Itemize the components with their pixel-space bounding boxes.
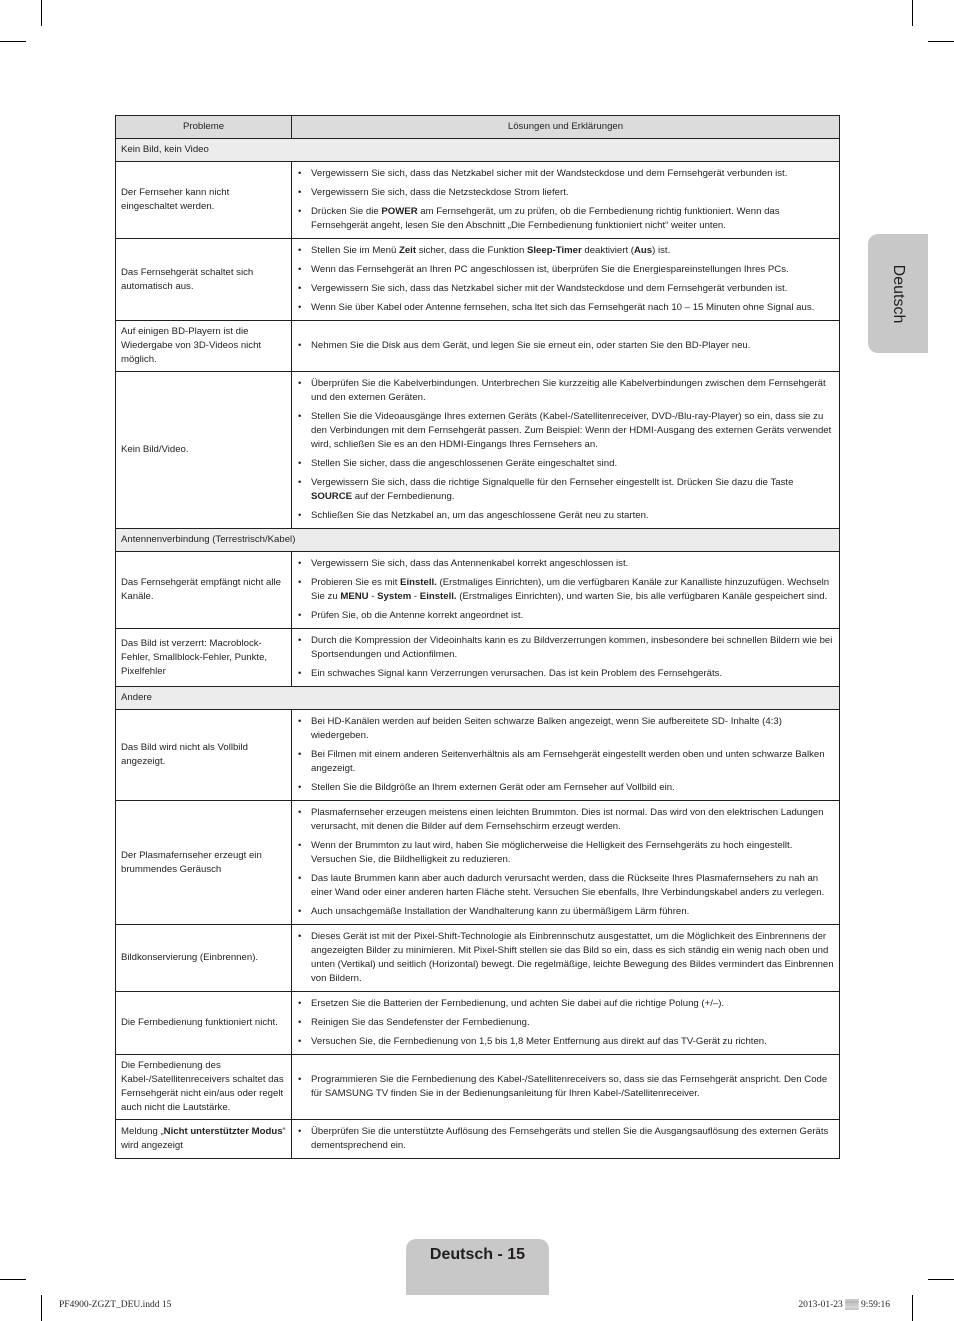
solutions-list — [297, 1125, 835, 1153]
solution-item: • Reinigen Sie das Sendefenster der Fernbedienung. — [297, 1016, 835, 1030]
table-row — [116, 162, 840, 239]
solution-item: • Schließen Sie das Netzkabel an, um das angeschlossene Gerät neu zu starten. — [297, 509, 835, 523]
solutions-cell — [292, 801, 840, 925]
solutions-cell — [292, 372, 840, 529]
problem-cell: Der Plasmafernseher erzeugt ein brummendes Geräusch — [116, 801, 292, 925]
solution-item: • Durch die Kompression der Videoinhalts kann es zu Bildverzerrungen kommen, insbesondere bei schnellen Bildern wie bei Sportsendungen und Actionfilmen. — [297, 634, 835, 662]
table-row — [116, 710, 840, 801]
language-side-tab — [868, 234, 928, 353]
table-row — [116, 1120, 840, 1159]
solutions-list — [297, 634, 835, 681]
problem-cell: Meldung „Nicht unterstützter Modus“ wird angezeigt — [116, 1120, 292, 1159]
solutions-cell — [292, 1055, 840, 1120]
problem-cell: Der Fernseher kann nicht eingeschaltet werden. — [116, 162, 292, 239]
solution-item: • Vergewissern Sie sich, dass das Netzkabel sicher mit der Wandsteckdose und dem Fernsehgerät verbunden ist. — [297, 282, 835, 296]
table-row — [116, 629, 840, 687]
crop-mark — [41, 0, 42, 26]
column-header-solutions: Lösungen und Erklärungen — [292, 116, 840, 139]
table-row — [116, 239, 840, 321]
solution-item: • Plasmafernseher erzeugen meistens einen leichten Brummton. Dies ist normal. Das wird von den elektrischen Ladungen verursacht, mit denen die Bilder auf dem Fernsehschirm erzeugt werden. — [297, 806, 835, 834]
solution-item: • Stellen Sie die Videoausgänge Ihres externen Geräts (Kabel-/Satellitenreceiver, DVD-/Blu-ray-Player) so ein, dass sie zu den Verbindungen mit dem Fernsehgerät passen. Zum Beispiel: Wenn der HDMI-Ausgang des externen Geräts verwendet wird, schließen Sie es an den HDMI-Eingangs Ihres Fernsehers an. — [297, 410, 835, 452]
footer-timestamp: 2013-01-23 ▒▒ 9:59:16 — [798, 1300, 890, 1310]
table-row — [116, 552, 840, 629]
solutions-cell — [292, 552, 840, 629]
solutions-list — [297, 930, 835, 986]
column-header-problems: Probleme — [116, 116, 292, 139]
page-number-tab — [406, 1239, 549, 1295]
table-row — [116, 992, 840, 1055]
footer-filename: PF4900-ZGZT_DEU.indd 15 — [59, 1300, 172, 1310]
problem-cell: Das Bild ist verzerrt: Macroblock-Fehler, Smallblock-Fehler, Punkte, Pixelfehler — [116, 629, 292, 687]
solution-item: • Stellen Sie die Bildgröße an Ihrem externen Gerät oder am Fernseher auf Vollbild ein. — [297, 781, 835, 795]
solution-item: • Stellen Sie sicher, dass die angeschlossenen Geräte eingeschaltet sind. — [297, 457, 835, 471]
problem-cell: Das Fernsehgerät empfängt nicht alle Kanäle. — [116, 552, 292, 629]
solutions-cell — [292, 321, 840, 372]
solution-item: • Vergewissern Sie sich, dass die Netzsteckdose Strom liefert. — [297, 186, 835, 200]
solution-item: • Bei HD-Kanälen werden auf beiden Seiten schwarze Balken angezeigt, wenn Sie aufbereitete SD- Inhalte (4:3) wiedergeben. — [297, 715, 835, 743]
solutions-cell — [292, 925, 840, 992]
solution-item: • Vergewissern Sie sich, dass das Antennenkabel korrekt angeschlossen ist. — [297, 557, 835, 571]
solutions-list — [297, 339, 835, 353]
problem-cell: Die Fernbedienung des Kabel-/Satellitenreceivers schaltet das Fernsehgerät nicht ein/aus oder regelt auch nicht die Lautstärke. — [116, 1055, 292, 1120]
table-row — [116, 801, 840, 925]
solution-item: • Drücken Sie die POWER am Fernsehgerät, um zu prüfen, ob die Fernbedienung richtig funktioniert. Wenn das Fernsehgerät angeht, lesen Sie den Abschnitt „Die Fernbedienung funktioniert nicht“ weiter unten. — [297, 205, 835, 233]
table-header-row — [116, 116, 840, 139]
table-row — [116, 321, 840, 372]
problem-cell: Das Bild wird nicht als Vollbild angezeigt. — [116, 710, 292, 801]
crop-mark — [0, 41, 26, 42]
problem-cell: Das Fernsehgerät schaltet sich automatisch aus. — [116, 239, 292, 321]
table-row — [116, 1055, 840, 1120]
table-row — [116, 925, 840, 992]
solution-item: • Vergewissern Sie sich, dass das Netzkabel sicher mit der Wandsteckdose und dem Fernsehgerät verbunden ist. — [297, 167, 835, 181]
solution-item: • Ein schwaches Signal kann Verzerrungen verursachen. Das ist kein Problem des Fernsehgeräts. — [297, 667, 835, 681]
solutions-cell — [292, 1120, 840, 1159]
problem-cell: Kein Bild/Video. — [116, 372, 292, 529]
solution-item: • Auch unsachgemäße Installation der Wandhalterung kann zu übermäßigem Lärm führen. — [297, 905, 835, 919]
section-row — [116, 687, 840, 710]
solution-item: • Bei Filmen mit einem anderen Seitenverhältnis als am Fernsehgerät eingestellt werden oben und unten schwarze Balken angezeigt. — [297, 748, 835, 776]
solution-item: • Vergewissern Sie sich, dass die richtige Signalquelle für den Fernseher eingestellt ist. Drücken Sie dazu die Taste SOURCE auf der Fernbedienung. — [297, 476, 835, 504]
solutions-cell — [292, 162, 840, 239]
solution-item: • Überprüfen Sie die unterstützte Auflösung des Fernsehgeräts und stellen Sie die Ausgangsauflösung des externen Geräts dementsprechend ein. — [297, 1125, 835, 1153]
crop-mark — [0, 1279, 26, 1280]
solutions-list — [297, 557, 835, 623]
problem-cell: Die Fernbedienung funktioniert nicht. — [116, 992, 292, 1055]
section-row — [116, 529, 840, 552]
solution-item: • Stellen Sie im Menü Zeit sicher, dass die Funktion Sleep-Timer deaktiviert (Aus) ist. — [297, 244, 835, 258]
crop-mark — [912, 0, 913, 26]
solutions-cell — [292, 629, 840, 687]
crop-mark — [912, 1295, 913, 1321]
solution-item: • Ersetzen Sie die Batterien der Fernbedienung, und achten Sie dabei auf die richtige Polung (+/–). — [297, 997, 835, 1011]
solution-item: • Probieren Sie es mit Einstell. (Erstmaliges Einrichten), um die verfügbaren Kanäle zur Kanalliste hinzuzufügen. Wechseln Sie zu MENU - System - Einstell. (Erstmaliges Einrichten), und warten Sie, bis alle verfügbaren Kanäle gespeichert sind. — [297, 576, 835, 604]
language-side-tab-label: Deutsch — [890, 264, 907, 324]
crop-mark — [928, 41, 954, 42]
solutions-list — [297, 244, 835, 315]
solutions-list — [297, 167, 835, 233]
solution-item: • Wenn das Fernsehgerät an Ihren PC angeschlossen ist, überprüfen Sie die Energiespareinstellungen Ihres PCs. — [297, 263, 835, 277]
solution-item: • Programmieren Sie die Fernbedienung des Kabel-/Satellitenreceivers so, dass sie das Fernsehgerät anspricht. Den Code für SAMSUNG TV finden Sie in der Bedienungsanleitung für Ihren Kabel-/Satellitenreceiver. — [297, 1073, 835, 1101]
solution-item: • Prüfen Sie, ob die Antenne korrekt angeordnet ist. — [297, 609, 835, 623]
solutions-cell — [292, 239, 840, 321]
solution-item: • Wenn Sie über Kabel oder Antenne fernsehen, scha ltet sich das Fernsehgerät nach 10 – 15 Minuten ohne Signal aus. — [297, 301, 835, 315]
solutions-list — [297, 806, 835, 919]
section-title: Kein Bild, kein Video — [116, 139, 840, 162]
solutions-cell — [292, 992, 840, 1055]
solution-item: • Versuchen Sie, die Fernbedienung von 1,5 bis 1,8 Meter Entfernung aus direkt auf das TV-Gerät zu richten. — [297, 1035, 835, 1049]
solution-item: • Das laute Brummen kann aber auch dadurch verursacht werden, dass die Rückseite Ihres Plasmafernsehers zu nah an einer Wand oder einer anderen harten Fläche steht. Versuchen Sie ebenfalls, Ihre Verbindungskabel anders zu verlegen. — [297, 872, 835, 900]
crop-mark — [928, 1279, 954, 1280]
section-title: Andere — [116, 687, 840, 710]
solution-item: • Nehmen Sie die Disk aus dem Gerät, und legen Sie sie erneut ein, oder starten Sie den BD-Player neu. — [297, 339, 835, 353]
solutions-list — [297, 377, 835, 523]
solution-item: • Überprüfen Sie die Kabelverbindungen. Unterbrechen Sie kurzzeitig alle Kabelverbindungen zwischen dem Fernsehgerät und den externen Geräten. — [297, 377, 835, 405]
solutions-list — [297, 715, 835, 795]
section-row — [116, 139, 840, 162]
solutions-cell — [292, 710, 840, 801]
troubleshooting-table — [115, 115, 840, 1159]
solutions-list — [297, 997, 835, 1049]
solutions-list — [297, 1073, 835, 1101]
page-number: Deutsch - 15 — [429, 1246, 526, 1263]
crop-mark — [41, 1295, 42, 1321]
problem-cell: Bildkonservierung (Einbrennen). — [116, 925, 292, 992]
solution-item: • Dieses Gerät ist mit der Pixel-Shift-Technologie als Einbrennschutz ausgestattet, um die Möglichkeit des Einbrennens der angezeigten Bilder zu minimieren. Mit Pixel-Shift stellen sie das Bild so ein, dass es sich ständig ein wenig nach oben und unten (Vertikal) und seitlich (Horizontal) bewegt. Die regelmäßige, leichte Bewegung des Bildes vermindert das Einbrennen von Bildern. — [297, 930, 835, 986]
problem-cell: Auf einigen BD-Playern ist die Wiedergabe von 3D-Videos nicht möglich. — [116, 321, 292, 372]
table-row — [116, 372, 840, 529]
solution-item: • Wenn der Brummton zu laut wird, haben Sie möglicherweise die Helligkeit des Fernsehgeräts zu hoch eingestellt. Versuchen Sie, die Bildhelligkeit zu reduzieren. — [297, 839, 835, 867]
section-title: Antennenverbindung (Terrestrisch/Kabel) — [116, 529, 840, 552]
